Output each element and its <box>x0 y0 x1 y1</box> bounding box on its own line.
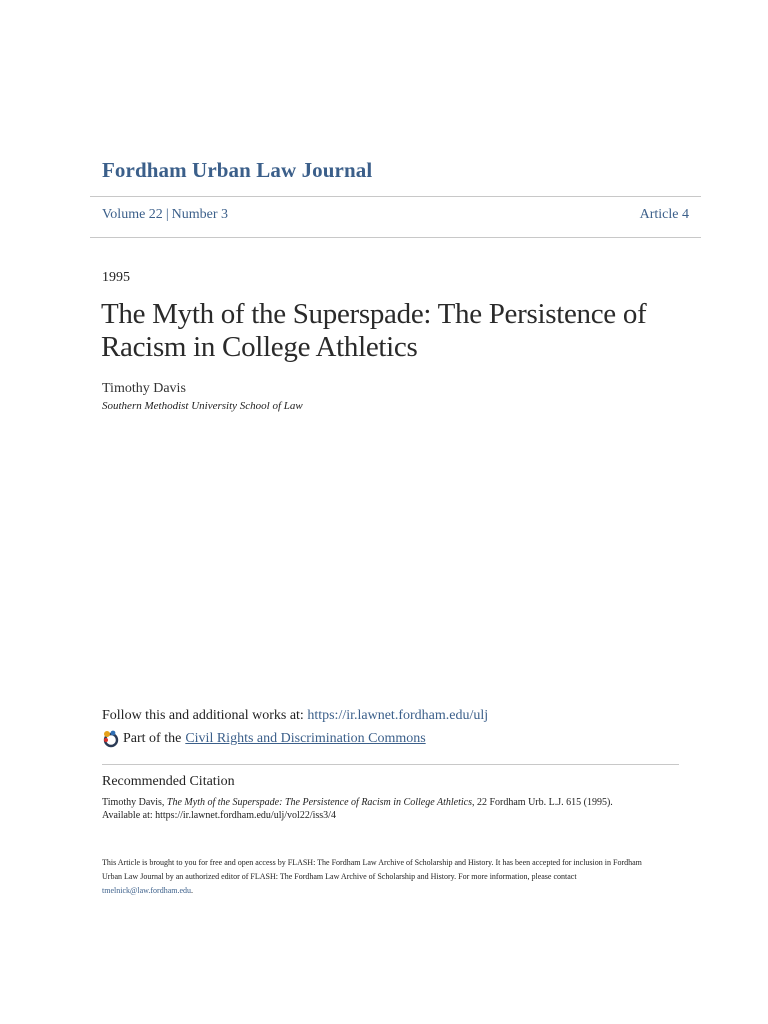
volume-link[interactable]: Volume 22 <box>102 207 163 222</box>
recommended-citation-heading: Recommended Citation <box>102 774 235 789</box>
citation-author: Timothy Davis, <box>102 797 165 808</box>
access-note <box>102 856 662 898</box>
volume-number-line <box>102 207 228 223</box>
repository-url-link[interactable]: https://ir.lawnet.fordham.edu/ulj <box>307 708 489 723</box>
article-number-link[interactable]: Article 4 <box>639 207 689 222</box>
header-divider-top <box>90 196 701 197</box>
contact-email-link[interactable]: tmelnick@law.fordham.edu <box>102 886 192 895</box>
part-of-line <box>102 730 426 748</box>
citation-available: Available at: https://ir.lawnet.fordham.edu/ulj/vol22/iss3/4 <box>102 810 336 821</box>
citation-divider <box>102 764 679 765</box>
follow-line <box>102 708 488 724</box>
article-title: The Myth of the Superspade: The Persistence of Racism in College Athletics <box>101 298 647 363</box>
author-name: Timothy Davis <box>102 381 186 396</box>
network-commons-icon <box>102 730 120 748</box>
number-link[interactable]: Number 3 <box>171 207 229 222</box>
journal-title-link[interactable]: Fordham Urban Law Journal <box>102 158 373 182</box>
citation-title: The Myth of the Superspade: The Persistence of Racism in College Athletics <box>166 797 472 808</box>
access-note-end: . <box>191 886 194 895</box>
author-affiliation: Southern Methodist University School of Law <box>102 400 303 412</box>
citation-source: , 22 Fordham Urb. L.J. 615 (1995). <box>471 797 613 808</box>
citation-text <box>102 796 662 822</box>
publication-year: 1995 <box>102 270 130 285</box>
follow-prefix: Follow this and additional works at: <box>102 708 304 723</box>
volume-separator: | <box>165 207 169 222</box>
part-of-prefix: Part of the <box>123 731 182 746</box>
access-note-text: This Article is brought to you for free and open access by FLASH: The Fordham Law Archive of Scholarship and History. It has been accepted for inclusion in Fordham Urban Law Journal by an authorized editor of FLASH: The Fordham Law Archive of Scholarship and History. For more information, please contact <box>102 858 642 881</box>
commons-discipline-link[interactable]: Civil Rights and Discrimination Commons <box>185 731 426 746</box>
header-divider-bottom <box>90 237 701 238</box>
